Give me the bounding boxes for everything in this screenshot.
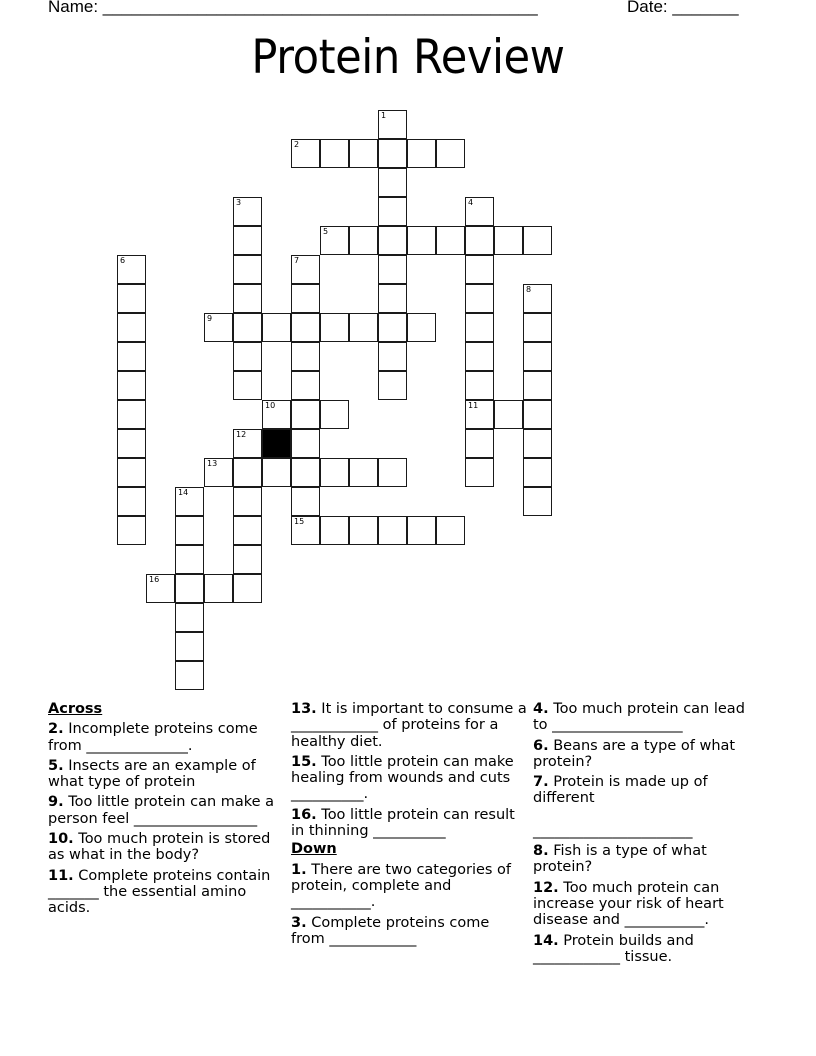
grid-cell[interactable] (436, 139, 465, 168)
grid-cell[interactable] (378, 139, 407, 168)
cell-number: 1 (381, 111, 387, 120)
clue-number: 1. (291, 861, 307, 878)
grid-cell[interactable] (291, 371, 320, 400)
grid-cell[interactable] (291, 313, 320, 342)
grid-cell[interactable] (175, 574, 204, 603)
clue-number: 10. (48, 831, 74, 848)
clues-column-1 (48, 700, 278, 917)
clue-number: 16. (291, 806, 317, 823)
grid-cell[interactable] (233, 429, 262, 458)
grid-cell[interactable] (523, 342, 552, 371)
clue-down-1 (291, 862, 527, 911)
grid-cell[interactable] (233, 313, 262, 342)
clue-number: 11. (48, 867, 74, 884)
grid-cell[interactable] (233, 487, 262, 516)
clue-number: 2. (48, 721, 64, 738)
grid-cell[interactable] (291, 255, 320, 284)
grid-cell[interactable] (378, 342, 407, 371)
clue-number: 4. (533, 701, 549, 717)
clue-text: Insects are an example of what type of protein (48, 757, 256, 791)
cell-number: 12 (236, 430, 247, 439)
cell-number: 3 (236, 198, 242, 207)
grid-cell[interactable] (117, 342, 146, 371)
grid-cell[interactable] (117, 487, 146, 516)
grid-cell[interactable] (523, 371, 552, 400)
grid-cell[interactable] (320, 400, 349, 429)
clue-across-13 (291, 701, 527, 750)
cell-number: 11 (468, 401, 479, 410)
grid-cell[interactable] (378, 516, 407, 545)
clue-text: Incomplete proteins come from ______________. (48, 721, 258, 754)
grid-cell[interactable] (233, 371, 262, 400)
clue-number: 12. (533, 879, 559, 896)
clue-down-7 (533, 774, 763, 839)
clue-number: 8. (533, 843, 549, 860)
clue-text: Fish is a type of what protein? (533, 843, 707, 876)
grid-cell[interactable] (349, 139, 378, 168)
down-heading: Down (291, 841, 337, 858)
grid-cell[interactable] (349, 226, 378, 255)
clue-text: Too little protein can make healing from wounds and cuts __________. (291, 753, 514, 803)
clue-blank: ______________________ (533, 822, 693, 839)
clue-across-11 (48, 868, 278, 917)
clue-number: 13. (291, 701, 317, 717)
clue-across-10 (48, 831, 278, 864)
grid-cell[interactable] (117, 255, 146, 284)
cell-number: 10 (265, 401, 276, 410)
cell-number: 13 (207, 459, 218, 468)
grid-cell[interactable] (436, 226, 465, 255)
grid-cell[interactable] (378, 313, 407, 342)
clue-number: 9. (48, 794, 64, 811)
clue-text: There are two categories of protein, complete and ___________. (291, 861, 512, 911)
grid-cell[interactable] (262, 400, 291, 429)
cell-number: 4 (468, 198, 474, 207)
grid-cell[interactable] (146, 574, 175, 603)
cell-number: 5 (323, 227, 329, 236)
grid-cell[interactable] (117, 313, 146, 342)
grid-cell[interactable] (291, 516, 320, 545)
blocked-cell (262, 429, 291, 458)
grid-cell[interactable] (465, 400, 494, 429)
grid-cell[interactable] (465, 284, 494, 313)
grid-cell[interactable] (523, 226, 552, 255)
cell-number: 6 (120, 256, 126, 265)
grid-cell[interactable] (320, 458, 349, 487)
grid-cell[interactable] (378, 458, 407, 487)
grid-cell[interactable] (291, 284, 320, 313)
grid-cell[interactable] (175, 487, 204, 516)
clue-down-6 (533, 738, 763, 771)
cell-number: 15 (294, 517, 305, 526)
grid-cell[interactable] (465, 458, 494, 487)
grid-cell[interactable] (233, 545, 262, 574)
grid-cell[interactable] (291, 342, 320, 371)
grid-cell[interactable] (523, 400, 552, 429)
grid-cell[interactable] (117, 516, 146, 545)
clue-across-16 (291, 807, 527, 840)
clue-text: Too little protein can result in thinning __________ (291, 806, 515, 840)
grid-cell[interactable] (465, 255, 494, 284)
clue-across-15 (291, 754, 527, 803)
grid-cell[interactable] (175, 603, 204, 632)
date-field[interactable]: Date: _______ (627, 0, 739, 16)
cell-number: 8 (526, 285, 532, 294)
grid-cell[interactable] (465, 313, 494, 342)
clue-text: Too much protein can increase your risk of heart disease and ___________. (533, 879, 724, 929)
grid-cell[interactable] (465, 226, 494, 255)
clue-across-2 (48, 721, 278, 754)
clue-number: 14. (533, 932, 559, 949)
grid-cell[interactable] (320, 139, 349, 168)
clue-text: It is important to consume a ____________ of proteins for a healthy diet. (291, 701, 527, 750)
clues-column-2 (291, 700, 527, 947)
grid-cell[interactable] (291, 487, 320, 516)
grid-cell[interactable] (320, 313, 349, 342)
clue-text: Complete proteins come from ____________ (291, 914, 490, 947)
grid-cell[interactable] (233, 574, 262, 603)
grid-cell[interactable] (262, 458, 291, 487)
grid-cell[interactable] (523, 429, 552, 458)
grid-cell[interactable] (175, 632, 204, 661)
clue-down-14 (533, 933, 763, 966)
grid-cell[interactable] (523, 458, 552, 487)
grid-cell[interactable] (494, 226, 523, 255)
grid-cell[interactable] (465, 342, 494, 371)
grid-cell[interactable] (291, 429, 320, 458)
cell-number: 14 (178, 488, 189, 497)
clue-text: Complete proteins contain _______ the essential amino acids. (48, 867, 271, 917)
grid-cell[interactable] (204, 574, 233, 603)
grid-cell[interactable] (436, 516, 465, 545)
grid-cell[interactable] (407, 516, 436, 545)
grid-cell[interactable] (320, 226, 349, 255)
clues-column-3 (533, 700, 763, 965)
grid-cell[interactable] (465, 371, 494, 400)
grid-cell[interactable] (175, 545, 204, 574)
grid-cell[interactable] (117, 429, 146, 458)
grid-cell[interactable] (378, 168, 407, 197)
grid-cell[interactable] (349, 516, 378, 545)
across-heading: Across (48, 701, 103, 717)
clue-text: Beans are a type of what protein? (533, 737, 736, 770)
grid-cell[interactable] (349, 313, 378, 342)
clue-across-9 (48, 794, 278, 827)
grid-cell[interactable] (378, 197, 407, 226)
clue-text: Too much protein is stored as what in the body? (48, 831, 271, 864)
grid-cell[interactable] (523, 313, 552, 342)
name-field[interactable]: Name: ______________________________________________ (48, 0, 538, 16)
grid-cell[interactable] (465, 429, 494, 458)
clue-across-5 (48, 758, 278, 791)
grid-cell[interactable] (494, 400, 523, 429)
clue-down-8 (533, 843, 763, 876)
grid-cell[interactable] (291, 400, 320, 429)
grid-cell[interactable] (204, 313, 233, 342)
grid-cell[interactable] (117, 400, 146, 429)
clue-number: 6. (533, 737, 549, 754)
clue-text: Protein builds and ____________ tissue. (533, 932, 694, 965)
grid-cell[interactable] (233, 226, 262, 255)
grid-cell[interactable] (233, 284, 262, 313)
grid-cell[interactable] (407, 226, 436, 255)
clue-number: 7. (533, 774, 549, 791)
grid-cell[interactable] (233, 516, 262, 545)
cell-number: 16 (149, 575, 160, 584)
grid-cell[interactable] (117, 284, 146, 313)
cell-number: 7 (294, 256, 300, 265)
grid-cell[interactable] (523, 487, 552, 516)
grid-cell[interactable] (378, 255, 407, 284)
grid-cell[interactable] (233, 255, 262, 284)
grid-cell[interactable] (117, 371, 146, 400)
grid-cell[interactable] (523, 284, 552, 313)
grid-cell[interactable] (204, 458, 233, 487)
clue-text: Protein is made up of different (533, 774, 708, 807)
cell-number: 2 (294, 140, 300, 149)
grid-cell[interactable] (233, 342, 262, 371)
grid-cell[interactable] (407, 139, 436, 168)
grid-cell[interactable] (378, 284, 407, 313)
grid-cell[interactable] (378, 371, 407, 400)
grid-cell[interactable] (349, 458, 378, 487)
grid-cell[interactable] (320, 516, 349, 545)
grid-cell[interactable] (378, 110, 407, 139)
clue-text: Too little protein can make a person feel _________________ (48, 794, 275, 827)
clue-number: 5. (48, 757, 64, 774)
clue-number: 15. (291, 753, 317, 770)
clue-number: 3. (291, 914, 307, 931)
cell-number: 9 (207, 314, 213, 323)
grid-cell[interactable] (465, 197, 494, 226)
clue-down-4 (533, 701, 763, 734)
grid-cell[interactable] (233, 458, 262, 487)
clue-down-3 (291, 915, 527, 948)
grid-cell[interactable] (175, 661, 204, 690)
grid-cell[interactable] (291, 458, 320, 487)
grid-cell[interactable] (262, 313, 291, 342)
clue-down-12 (533, 880, 763, 929)
grid-cell[interactable] (407, 313, 436, 342)
grid-cell[interactable] (175, 516, 204, 545)
page-title: Protein Review (251, 30, 565, 85)
grid-cell[interactable] (291, 139, 320, 168)
grid-cell[interactable] (117, 458, 146, 487)
grid-cell[interactable] (233, 197, 262, 226)
clue-text: Too much protein can lead to __________________ (533, 701, 745, 734)
grid-cell[interactable] (378, 226, 407, 255)
